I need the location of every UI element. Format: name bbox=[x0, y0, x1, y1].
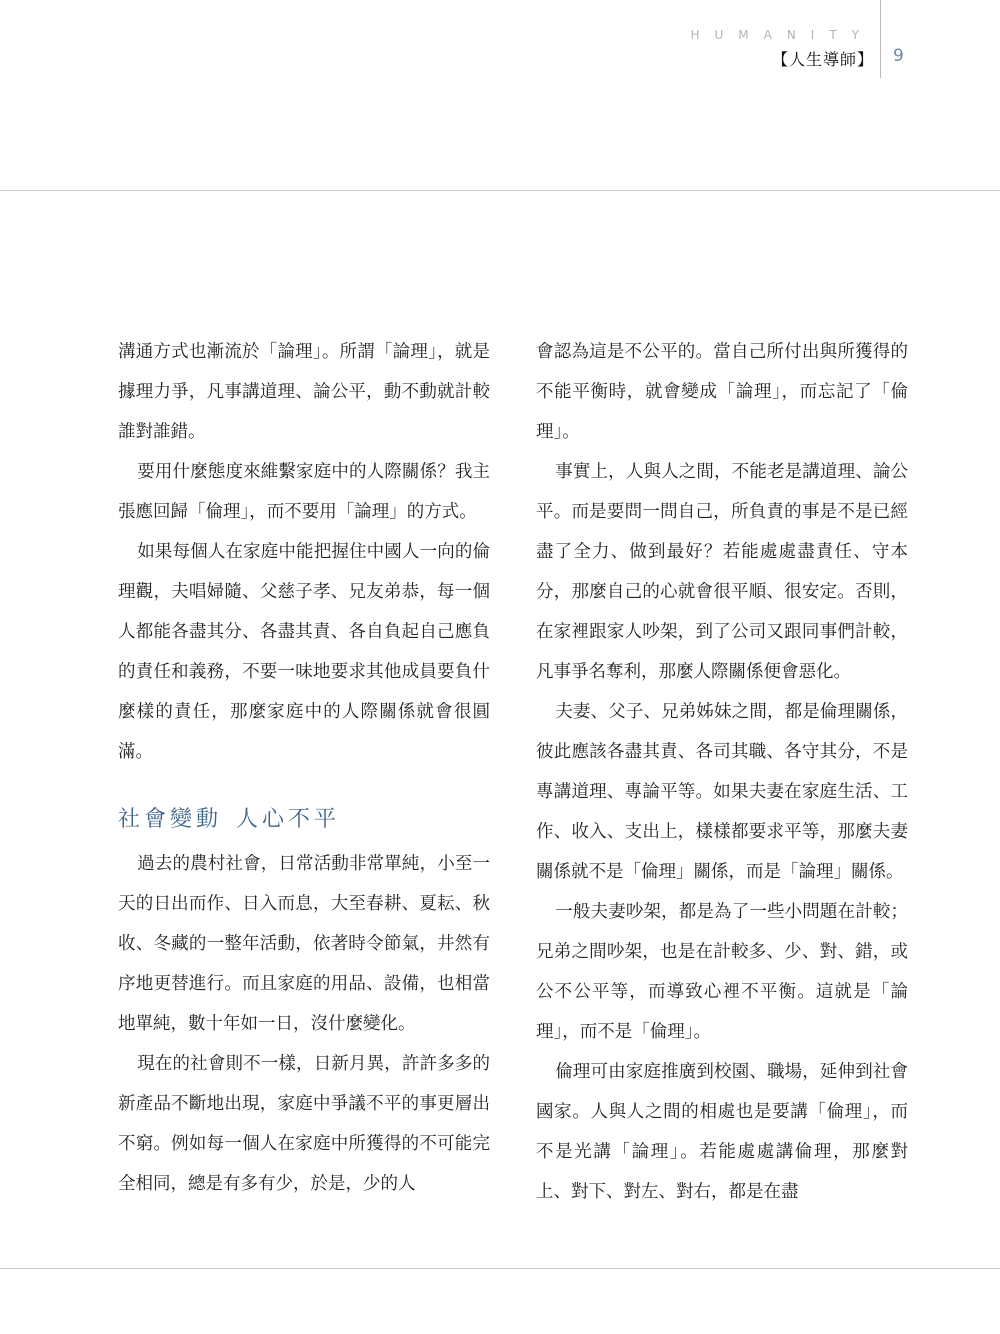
page-number: 9 bbox=[893, 46, 904, 66]
section-heading-part: 社會變動 bbox=[118, 807, 223, 832]
right-column bbox=[536, 332, 908, 1212]
running-header-brand: HUMANITY bbox=[690, 28, 874, 42]
paragraph: 現在的社會則不一樣，日新月異，許許多多的新產品不斷地出現，家庭中爭議不平的事更層出不窮。例如每一個人在家庭中所獲得的不可能完全相同，總是有多有少，於是，少的人 bbox=[118, 1054, 490, 1194]
paragraph: 會認為這是不公平的。當自己所付出與所獲得的不能平衡時，就會變成「論理」，而忘記了「倫理」。 bbox=[536, 342, 908, 442]
paragraph: 溝通方式也漸流於「論理」。所謂「論理」，就是據理力爭，凡事講道理、論公平，動不動就計較誰對誰錯。 bbox=[118, 342, 490, 442]
section-heading-part: 人心不平 bbox=[236, 807, 341, 832]
paragraph: 如果每個人在家庭中能把握住中國人一向的倫理觀，夫唱婦隨、父慈子孝、兄友弟恭，每一個人都能各盡其分、各盡其責、各自負起自己應負的責任和義務，不要一味地要求其他成員要負什麼樣的責任，那麼家庭中的人際關係就會很圓滿。 bbox=[118, 542, 490, 762]
paragraph: 要用什麼態度來維繫家庭中的人際關係？我主張應回歸「倫理」，而不要用「論理」的方式。 bbox=[118, 462, 490, 522]
bottom-rule bbox=[0, 1268, 1000, 1269]
section-heading bbox=[118, 796, 490, 844]
left-column bbox=[118, 332, 490, 1204]
paragraph: 一般夫妻吵架，都是為了一些小問題在計較；兄弟之間吵架，也是在計較多、少、對、錯，或公不公平等，而導致心裡不平衡。這就是「論理」，而不是「倫理」。 bbox=[536, 902, 908, 1042]
paragraph: 夫妻、父子、兄弟姊妹之間，都是倫理關係，彼此應該各盡其責、各司其職、各守其分，不是專講道理、專論平等。如果夫妻在家庭生活、工作、收入、支出上，樣樣都要求平等，那麼夫妻關係就不是「倫理」關係，而是「論理」關係。 bbox=[536, 702, 908, 882]
header-divider bbox=[880, 0, 881, 78]
running-header-section: 【人生導師】 bbox=[771, 50, 874, 69]
paragraph: 過去的農村社會，日常活動非常單純，小至一天的日出而作、日入而息，大至春耕、夏耘、秋收、冬藏的一整年活動，依著時令節氣，井然有序地更替進行。而且家庭的用品、設備，也相當地單純，數十年如一日，沒什麼變化。 bbox=[118, 854, 490, 1034]
top-rule bbox=[0, 190, 1000, 191]
paragraph: 事實上，人與人之間，不能老是講道理、論公平。而是要問一問自己，所負責的事是不是已經盡了全力、做到最好？若能處處盡責任、守本分，那麼自己的心就會很平順、很安定。否則，在家裡跟家人吵架，到了公司又跟同事們計較，凡事爭名奪利，那麼人際關係便會惡化。 bbox=[536, 462, 908, 682]
paragraph: 倫理可由家庭推廣到校園、職場，延伸到社會國家。人與人之間的相處也是要講「倫理」，而不是光講「論理」。若能處處講倫理，那麼對上、對下、對左、對右，都是在盡 bbox=[536, 1062, 908, 1202]
